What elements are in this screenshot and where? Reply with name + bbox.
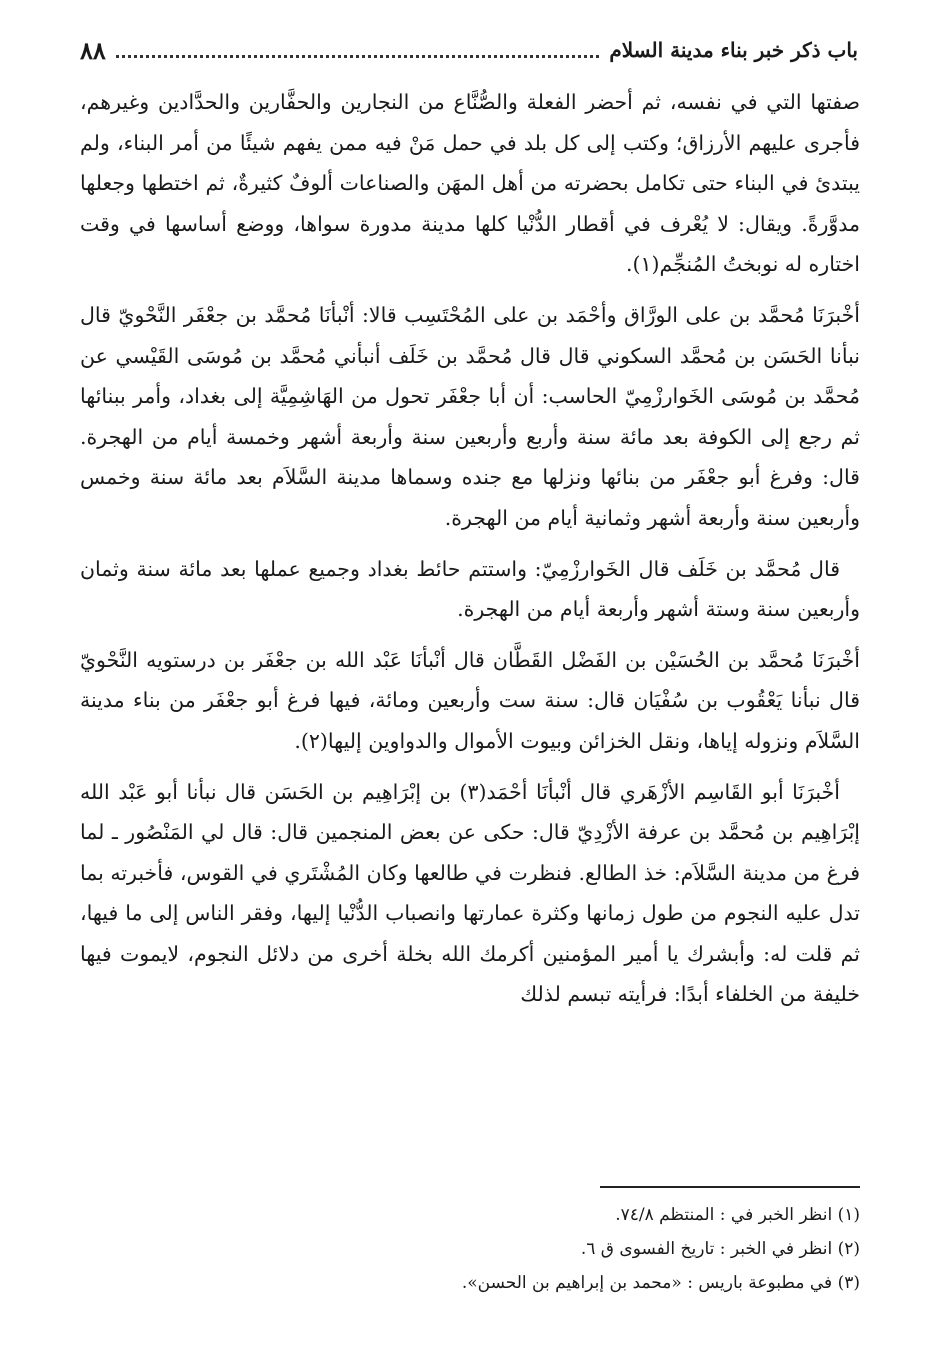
footnotes — [80, 1198, 860, 1300]
footnote-divider — [600, 1186, 860, 1188]
main-text — [80, 82, 860, 1015]
running-title: باب ذكر خبر بناء مدينة السلام — [609, 38, 858, 62]
paragraph-3: قال مُحمَّد بن خَلَف قال الخَوارزْمِيّ: واستتم حائط بغداد وجميع عملها بعد مائة سنة وثمان وأربعين سنة وستة أشهر وأربعة أيام من الهجرة. — [80, 556, 860, 622]
footnote-2: (٢) انظر في الخبر : تاريخ الفسوى ق ٦. — [580, 1239, 860, 1259]
page-header — [80, 30, 858, 70]
paragraph-5: أخْبرَنَا أبو القَاسِم الأزْهَري قال أنْبأنَا أحْمَد(٣) بن إبْرَاهِيم بن الحَسَن قال نبأنا أبو عَبْد الله إبْرَاهِيم بن مُحمَّد بن عرفة الأزْدِيّ قال: حكى عن بعض المنجمين قال: قال لي المَنْصُور ـ لما فرغ من مدينة السَّلاَم: خذ الطالع. فنظرت في طالعها وكان المُشْتَري في القوس، فأخبرته بما تدل عليه النجوم من طول زمانها وكثرة عمارتها وانصباب الدُّنْيا إليها، وفقر الناس إلى ما فيها، ثم قلت له: وأبشرك يا أمير المؤمنين أكرمك الله بخلة أخرى من دلائل النجوم، لايموت فيها خليفة من الخلفاء أبدًا: فرأيته تبسم لذلك — [80, 779, 860, 1007]
paragraph-2: أخْبرَنَا مُحمَّد بن على الورَّاق وأحْمَد بن على المُحْتَسِب قالا: أنْبأنَا مُحمَّد بن جعْفَر النَّحْويّ قال نبأنا الحَسَن بن مُحمَّد السكوني قال قال مُحمَّد بن خَلَف أنبأني مُحمَّد بن مُوسَى القَيْسي عن مُحمَّد بن مُوسَى الخَوارزْمِيّ الحاسب: أن أبا جعْفَر تحول من الهَاشِمِيَّة إلى بغداد، وأمر ببنائها ثم رجع إلى الكوفة بعد مائة سنة وأربع وأربعين سنة وأربعة أشهر وخمسة أيام من الهجرة. قال: وفرغ أبو جعْفَر من بنائها ونزلها مع جنده وسماها مدينة السَّلاَم بعد مائة سنة وخمس وأربعين سنة وأربعة أشهر وثمانية أيام من الهجرة. — [80, 302, 860, 530]
paragraph-1: صفتها التي في نفسه، ثم أحضر الفعلة والصُّنَّاع من النجارين والحفَّارين والحدَّادين وغيرهم، فأجرى عليهم الأرزاق؛ وكتب إلى كل بلد في حمل مَنْ فيه ممن يفهم شيئًا من أمر البناء، ولم يبتدئ في البناء حتى تكامل بحضرته من أهل المهَن والصناعات ألوفٌ كثيرةٌ، ثم اختطها وجعلها مدوَّرةً. ويقال: لا يُعْرف في أقطار الدُّنْيا كلها مدينة مدورة سواها، ووضع أساسها في وقت اختاره له نوبختُ المُنجِّم(١). — [80, 90, 860, 277]
footnote-3: (٣) في مطبوعة باريس : «محمد بن إبراهيم بن الحسن». — [461, 1273, 860, 1293]
header-dot-leader — [116, 43, 600, 58]
footnote-1: (١) انظر الخبر في : المنتظم ٧٤/٨. — [615, 1205, 860, 1225]
paragraph-4: أخْبرَنَا مُحمَّد بن الحُسَيْن بن الفَضْل القَطَّان قال أنْبأنَا عَبْد الله بن جعْفَر بن درستويه النَّحْويّ قال نبأنا يَعْقُوب بن سُفْيَان قال: سنة ست وأربعين ومائة، فيها فرغ أبو جعْفَر من بناء مدينة السَّلاَم ونزوله إياها، ونقل الخزائن وبيوت الأموال والدواوين إليها(٢). — [80, 647, 860, 753]
page-number: ٨٨ — [80, 35, 106, 65]
